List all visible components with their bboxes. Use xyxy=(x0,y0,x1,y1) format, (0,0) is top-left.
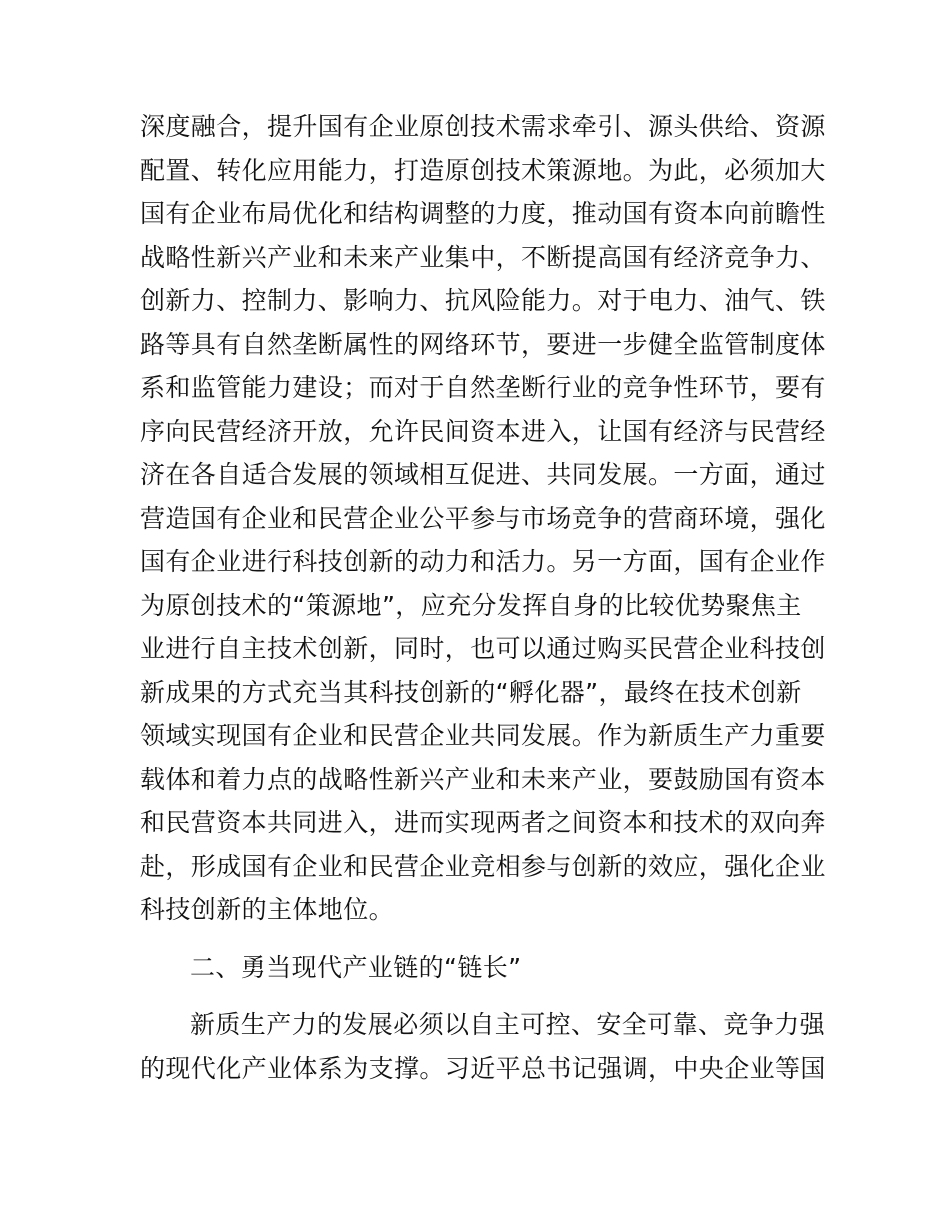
paragraph-line: 为原创技术的“策源地”，应充分发挥自身的比较优势聚焦主 xyxy=(140,590,802,620)
paragraph-line: 领域实现国有企业和民营企业共同发展。作为新质生产力重要 xyxy=(140,721,826,750)
paragraph-line: 序向民营经济开放，允许民间资本进入，让国有经济与民营经 xyxy=(140,416,826,446)
paragraph-1 xyxy=(140,105,826,932)
paragraph-line: 科技创新的主体地位。 xyxy=(140,895,395,924)
paragraph-line: 系和监管能力建设；而对于自然垄断行业的竞争性环节，要有 xyxy=(140,373,826,402)
paragraph-line: 创新力、控制力、影响力、抗风险能力。对于电力、油气、铁 xyxy=(140,286,826,315)
paragraph-line: 业进行自主技术创新，同时，也可以通过购买民营企业科技创 xyxy=(140,634,826,663)
paragraph-line: 深度融合，提升国有企业原创技术需求牵引、源头供给、资源 xyxy=(140,112,826,141)
section-heading: 二、勇当现代产业链的“链长” xyxy=(190,952,522,982)
paragraph-line: 的现代化产业体系为支撑。习近平总书记强调，中央企业等国 xyxy=(140,1053,826,1083)
paragraph-gap xyxy=(140,932,810,946)
paragraph-line: 国有企业布局优化和结构调整的力度，推动国有资本向前瞻性 xyxy=(140,199,826,228)
paragraph-line: 载体和着力点的战略性新兴产业和未来产业，要鼓励国有资本 xyxy=(140,764,826,794)
paragraph-line: 战略性新兴产业和未来产业集中，不断提高国有经济竞争力、 xyxy=(140,242,826,272)
document-body xyxy=(140,105,826,1090)
paragraph-line: 和民营资本共同进入，进而实现两者之间资本和技术的双向奔 xyxy=(140,808,826,837)
paragraph-line: 路等具有自然垄断属性的网络环节，要进一步健全监管制度体 xyxy=(140,329,826,359)
paragraph-2 xyxy=(140,1003,826,1090)
paragraph-line: 营造国有企业和民营企业公平参与市场竞争的营商环境，强化 xyxy=(140,503,826,533)
paragraph-line: 新成果的方式充当其科技创新的“孵化器”，最终在技术创新 xyxy=(140,677,802,707)
paragraph-line: 配置、转化应用能力，打造原创技术策源地。为此，必须加大 xyxy=(140,155,826,185)
paragraph-line: 赴，形成国有企业和民营企业竞相参与创新的效应，强化企业 xyxy=(140,851,826,881)
paragraph-line: 国有企业进行科技创新的动力和活力。另一方面，国有企业作 xyxy=(140,547,826,576)
paragraph-line: 新质生产力的发展必须以自主可控、安全可靠、竞争力强 xyxy=(190,1010,826,1039)
paragraph-gap xyxy=(140,989,810,1003)
paragraph-line: 济在各自适合发展的领域相互促进、共同发展。一方面，通过 xyxy=(140,460,826,489)
